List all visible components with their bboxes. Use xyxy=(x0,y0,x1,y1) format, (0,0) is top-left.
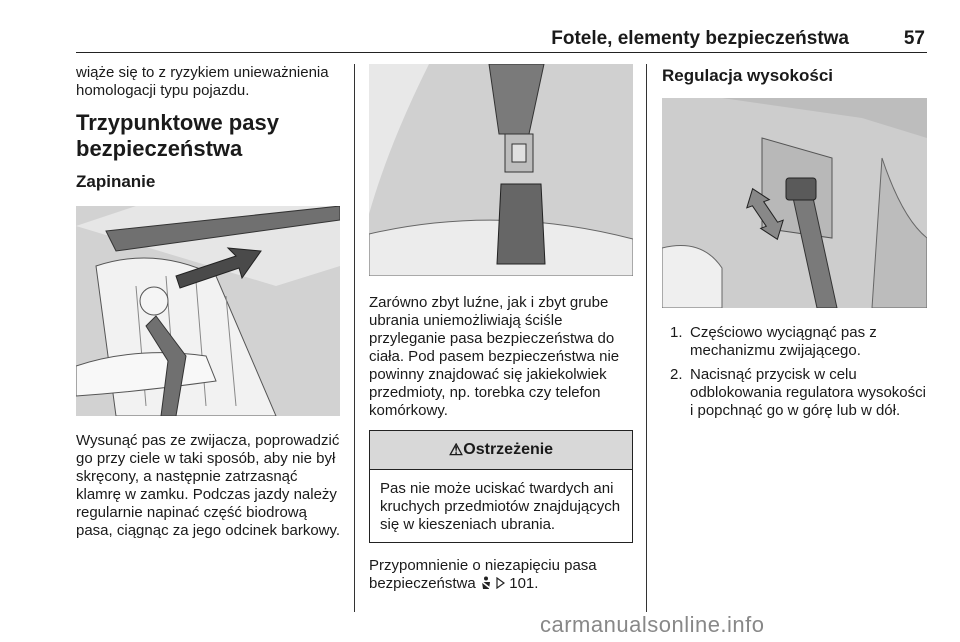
step-number: 2. xyxy=(670,366,683,383)
page-number: 57 xyxy=(903,28,925,49)
column-middle xyxy=(369,64,633,595)
reminder-text: Przypomnienie o niezapięciu pasa bezpieczeństwa xyxy=(369,557,597,592)
warning-header xyxy=(370,431,632,470)
step-number: 1. xyxy=(670,324,683,341)
column-right xyxy=(662,64,927,426)
chapter-title: Fotele, elementy bezpieczeństwa xyxy=(551,28,849,49)
intro-paragraph: wiąże się to z ryzykiem unieważnienia homologacji typu pojazdu. xyxy=(76,64,329,99)
warning-text: Pas nie może uciskać twardych ani kruchych przedmiotów znajdujących się w kieszeniach ubrania. xyxy=(380,480,621,533)
column-divider xyxy=(646,64,647,612)
height-adjust-title: Regulacja wysokości xyxy=(662,66,834,85)
warning-title: Ostrzeżenie xyxy=(463,441,554,458)
step-text: Nacisnąć przycisk w celu odblokowania regulatora wysokości i popchnąć go w górę lub w dół. xyxy=(690,366,926,419)
reminder-page-ref[interactable]: 101. xyxy=(509,575,539,592)
warning-box xyxy=(369,430,633,543)
watermark: carmanualsonline.info xyxy=(540,612,765,637)
step-item xyxy=(662,324,927,360)
step-text: Częściowo wyciągnąć pas z mechanizmu zwijającego. xyxy=(690,324,877,359)
clothing-paragraph: Zarówno zbyt luźne, jak i zbyt grube ubrania uniemożliwiają ściśle przyleganie pasa bezpieczeństwa do ciała. Pod pasem bezpieczeństwa nie powinny znajdować się jakiekolwiek przedmioty, np. torebka czy telefon komórkowy. xyxy=(369,294,620,419)
column-left xyxy=(76,64,342,540)
page-reference-icon[interactable] xyxy=(496,576,505,594)
subsection-title: Zapinanie xyxy=(76,172,156,191)
height-adjust-steps xyxy=(662,324,927,420)
warning-body xyxy=(370,470,632,542)
seatbelt-icon xyxy=(480,576,492,595)
buckle-illustration xyxy=(369,64,633,276)
column-divider xyxy=(354,64,355,612)
step-item xyxy=(662,366,927,420)
warning-icon: ⚠ xyxy=(448,442,464,459)
reminder-paragraph xyxy=(369,557,633,595)
height-adjust-illustration xyxy=(662,98,927,308)
fastening-paragraph: Wysunąć pas ze zwijacza, poprowadzić go przy ciele w taki sposób, aby nie był skręcony, a następnie zatrzasnąć klamrę w zamku. Podczas jazdy należy regularnie napinać część biodrową pasa, ciągnąc za jego odcinek barkowy. xyxy=(76,432,341,539)
section-title: Trzypunktowe pasy bezpieczeństwa xyxy=(76,110,279,161)
fastening-illustration xyxy=(76,206,340,416)
page-header xyxy=(76,22,927,53)
